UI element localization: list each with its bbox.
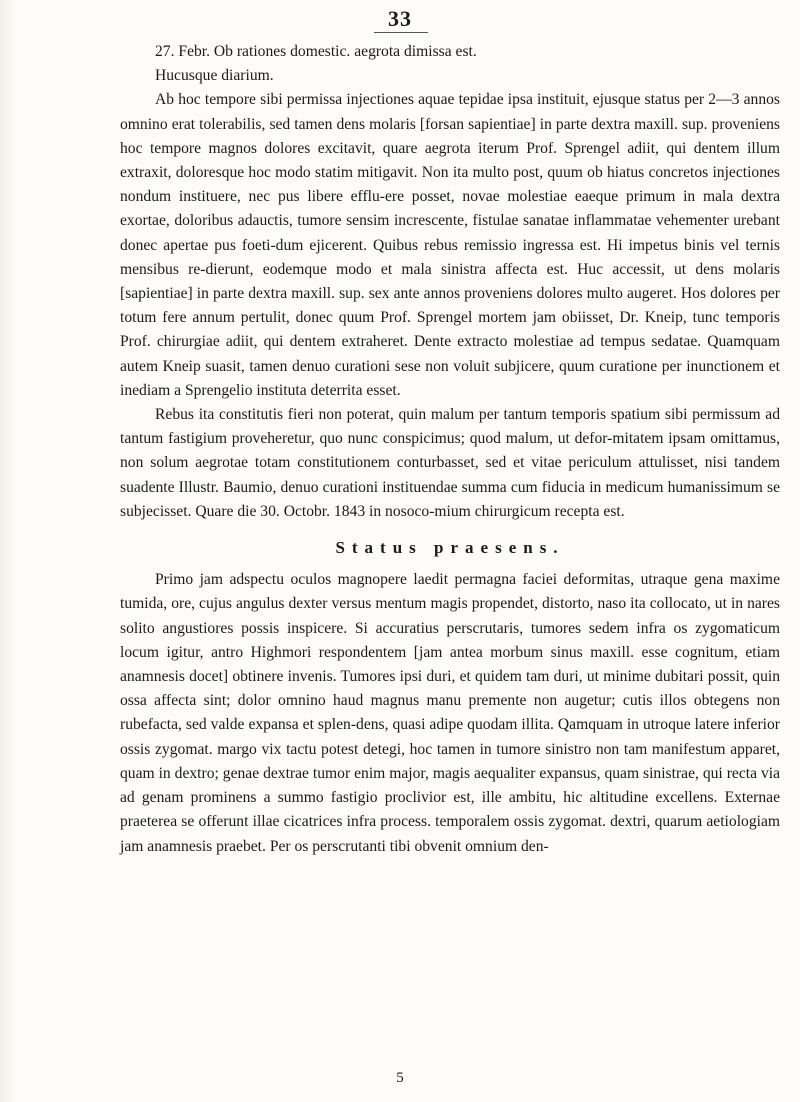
paragraph-history: Ab hoc tempore sibi permissa injectiones aquae tepidae ipsa instituit, ejusque status per 2—3 annos omnino erat tolerabilis, sed tamen dens molaris [forsan sapientiae] in parte dextra maxill. sup. proveniens hoc tempore magnos dolores excitavit, quare aegrota iterum Prof. Sprengel adiit, qui dentem illum extraxit, doloresque hoc modo statim mitigavit. Non ita multo post, quum ob hiatus concretos injectiones nondum instituere, nec pus libere efflu-ere posset, novae molestiae eaeque primum in mala dextra exortae, doloribus adauctis, tumore sensim increscente, fistulae sanatae inflammatae vehementer urebant donec apertae pus foeti-dum ejicerent. Quibus rebus remissio ingressa est. Hi impetus binis vel ternis mensibus re-dierunt, eodemque modo et mala sinistra affecta est. Huc accessit, ut dens molaris [sapientiae] in parte dextra maxill. sup. sex ante annos proveniens dolores multo augeret. Hos dolores per totum fere annum pertulit, donec quum Prof. Sprengel mortem jam obiisset, Dr. Kneip, tunc temporis Prof. chirurgiae adiit, qui dentem extraheret. Dente extracto molestiae ad tempus sedatae. Quamquam autem Kneip suasit, tamen denuo curationi sese non voluit subjicere, quum curatione per inunctionem et inediam a Sprengelio instituta deterrita esset. — [120, 91, 780, 399]
paragraph-diary-end: Hucusque diarium. — [155, 67, 274, 85]
page-edge-shadow — [0, 0, 18, 1102]
paragraph-admission: Rebus ita constitutis fieri non poterat, quin malum per tantum temporis spatium sibi permissum ad tantum fastigium proveheretur, quo nunc conspicimus; quod malum, ut defor-mitatem ipsam omittamus, non solum aegrotae totam constitutionem conturbasset, sed et vitae periculum attulisset, nisi tandem suadente Illustr. Baumio, denuo curationi instituendae summa cum fiducia in medicum humanissimum se subjecisset. Quare die 30. Octobr. 1843 in nosoco-mium chirurgicum recepta est. — [120, 406, 780, 520]
page-number: 33 — [388, 6, 412, 31]
body-text — [120, 40, 780, 859]
paragraph-diary-entry: 27. Febr. Ob rationes domestic. aegrota dimissa est. — [155, 43, 477, 60]
paragraph-status: Primo jam adspectu oculos magnopere laedit permagna faciei deformitas, utraque gena maxime tumida, ore, cujus angulus dexter versus mentum magis propendet, distorto, naso ita collocato, ut in nares solito angustiores possis inspicere. Si accuratius perscrutaris, tumores sedem infra os zygomaticum locum igitur, antro Highmori respondentem [jam antea morbum sinus maxill. esse cognitum, etiam anamnesis docet] obtinere invenis. Tumores ipsi duri, et quidem tam duri, ut minime dubitari possit, quin ossa affecta sint; dolor omnino haud magnus manu premente non augetur; cutis illos obtegens non rubefacta, sed valde expansa et splen-dens, quasi adipe quodam illita. Qamquam in utroque latere inferior ossis zygomat. margo vix tactu potest detegi, hoc tamen in tumore sinistro non tam manifestum apparet, quam in dextro; genae dextrae tumor enim major, magis aequaliter expansus, quam sinistrae, qui recta via ad genam prominens a summo fastigio proclivior est, ille ambitu, hic altitudine excellens. Externae praeterea se offerunt illae cicatrices infra process. temporalem ossis zygomat. dextri, quarum aetiologiam jam anamnesis praebet. Per os perscrutanti tibi obvenit omnium den- — [120, 571, 780, 855]
section-heading: Status praesens. — [335, 538, 565, 558]
page-number-underline — [374, 32, 428, 33]
signature-mark: 5 — [396, 1070, 404, 1086]
